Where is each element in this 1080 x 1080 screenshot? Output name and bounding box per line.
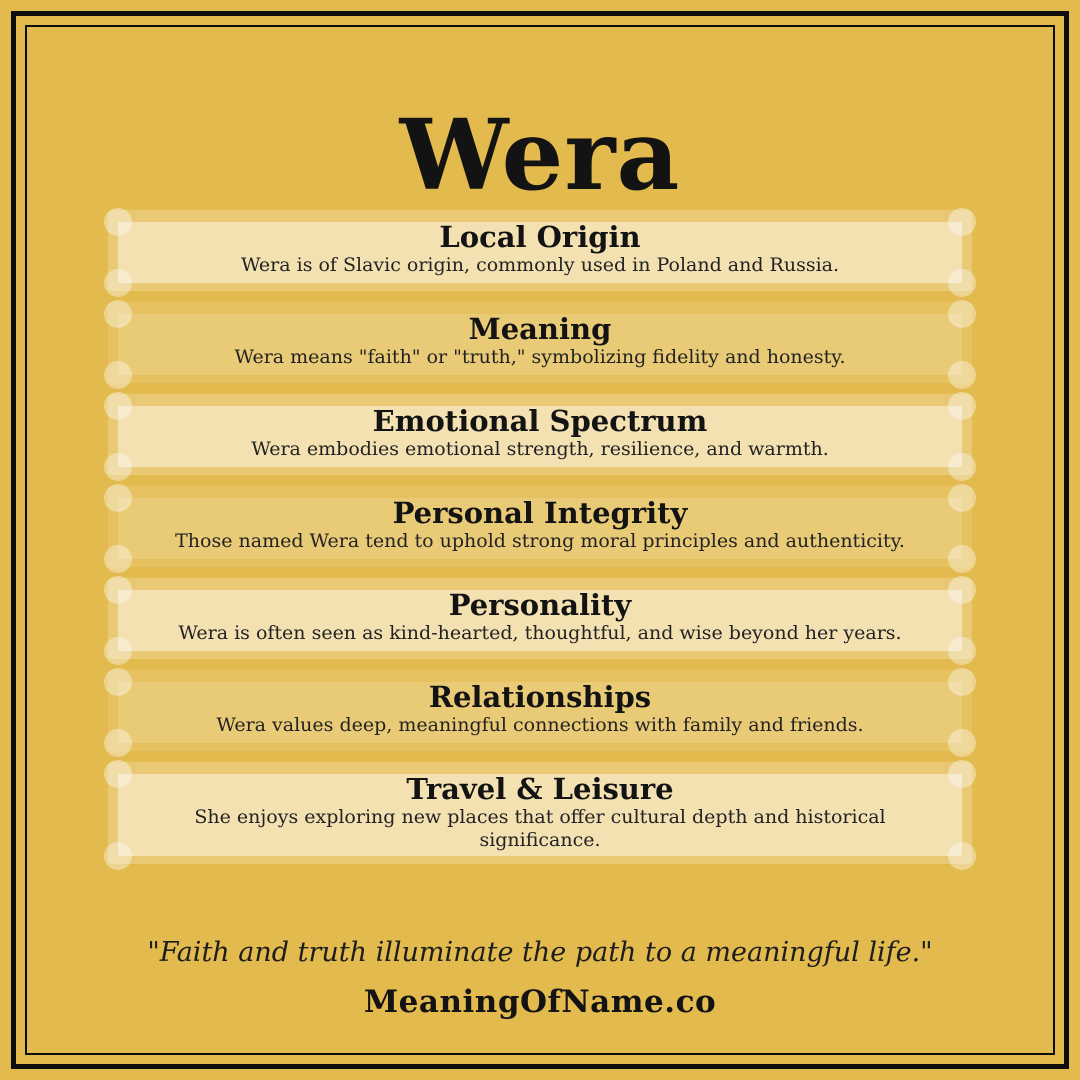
footer-quote: "Faith and truth illuminate the path to a meaningful life." xyxy=(147,937,933,968)
corner-pin-icon xyxy=(104,637,132,665)
sections-list xyxy=(108,210,972,864)
corner-pin-icon xyxy=(948,269,976,297)
corner-pin-icon xyxy=(104,208,132,236)
corner-pin-icon xyxy=(948,637,976,665)
page-title: Wera xyxy=(399,97,681,212)
corner-pin-icon xyxy=(104,729,132,757)
section-card-panel xyxy=(118,222,962,283)
section-card-local-origin xyxy=(108,210,972,291)
section-card-travel-leisure xyxy=(108,762,972,864)
section-body: Wera is often seen as kind-hearted, thoughtful, and wise beyond her years. xyxy=(178,622,902,645)
corner-pin-icon xyxy=(104,269,132,297)
section-heading: Meaning xyxy=(468,312,612,346)
section-heading: Emotional Spectrum xyxy=(372,404,708,438)
section-heading: Personal Integrity xyxy=(392,496,688,530)
corner-pin-icon xyxy=(104,484,132,512)
section-card-panel xyxy=(118,774,962,856)
corner-pin-icon xyxy=(104,392,132,420)
section-body: She enjoys exploring new places that offer cultural depth and historical significance. xyxy=(194,806,886,851)
section-card-relationships xyxy=(108,670,972,751)
site-branding: MeaningOfName.co xyxy=(363,984,717,1020)
corner-pin-icon xyxy=(948,842,976,870)
section-body: Those named Wera tend to uphold strong moral principles and authenticity. xyxy=(175,530,905,553)
corner-pin-icon xyxy=(948,545,976,573)
corner-pin-icon xyxy=(948,484,976,512)
corner-pin-icon xyxy=(104,576,132,604)
corner-pin-icon xyxy=(104,545,132,573)
corner-pin-icon xyxy=(104,760,132,788)
section-card-personal-integrity xyxy=(108,486,972,567)
corner-pin-icon xyxy=(948,361,976,389)
section-heading: Travel & Leisure xyxy=(406,772,674,806)
section-body: Wera is of Slavic origin, commonly used in Poland and Russia. xyxy=(240,254,840,277)
section-card-emotional-spectrum xyxy=(108,394,972,475)
corner-pin-icon xyxy=(948,668,976,696)
section-body: Wera means "faith" or "truth," symbolizing fidelity and honesty. xyxy=(234,346,846,369)
section-card-panel xyxy=(118,498,962,559)
corner-pin-icon xyxy=(948,760,976,788)
section-body: Wera embodies emotional strength, resilience, and warmth. xyxy=(251,438,829,461)
corner-pin-icon xyxy=(948,729,976,757)
section-card-panel xyxy=(118,406,962,467)
corner-pin-icon xyxy=(104,453,132,481)
corner-pin-icon xyxy=(104,300,132,328)
section-heading: Local Origin xyxy=(439,220,641,254)
corner-pin-icon xyxy=(948,453,976,481)
corner-pin-icon xyxy=(104,842,132,870)
section-card-meaning xyxy=(108,302,972,383)
section-card-panel xyxy=(118,314,962,375)
corner-pin-icon xyxy=(948,300,976,328)
corner-pin-icon xyxy=(948,208,976,236)
corner-pin-icon xyxy=(948,576,976,604)
section-card-panel xyxy=(118,682,962,743)
corner-pin-icon xyxy=(948,392,976,420)
section-card-panel xyxy=(118,590,962,651)
section-heading: Personality xyxy=(448,588,632,622)
section-card-personality xyxy=(108,578,972,659)
section-heading: Relationships xyxy=(428,680,652,714)
section-body: Wera values deep, meaningful connections with family and friends. xyxy=(216,714,864,737)
corner-pin-icon xyxy=(104,361,132,389)
corner-pin-icon xyxy=(104,668,132,696)
